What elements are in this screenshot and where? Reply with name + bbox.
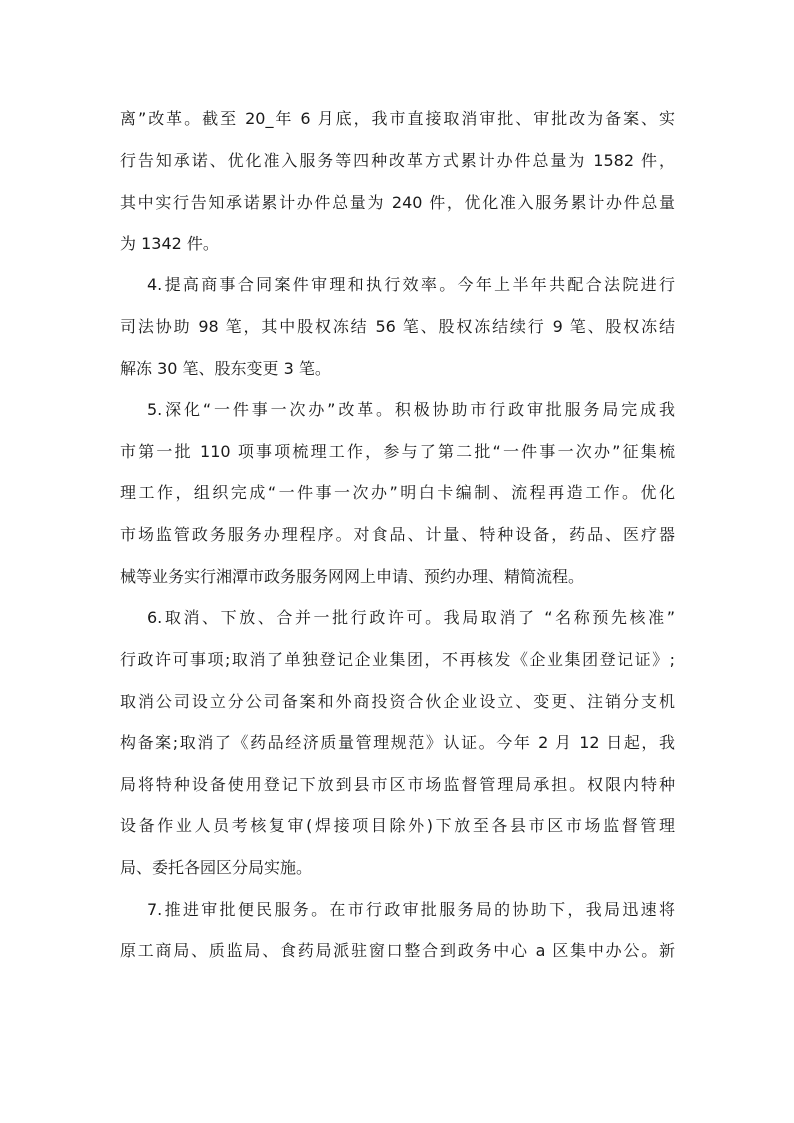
paragraph-start-line: 6.取消、下放、合并一批行政许可。我局取消了 “名称预先核准”: [147, 608, 675, 627]
text-line: 为 1342 件。: [120, 234, 219, 253]
text-line: 理工作，组织完成“一件事一次办”明白卡编制、流程再造工作。优化: [120, 483, 675, 502]
paragraph-start-line: 4.提高商事合同案件审理和执行效率。今年上半年共配合法院进行: [147, 275, 675, 294]
text-line: 设备作业人员考核复审(焊接项目除外)下放至各县市区市场监督管理: [120, 816, 675, 835]
text-line: 局将特种设备使用登记下放到县市区市场监督管理局承担。权限内特种: [120, 775, 675, 794]
paragraph-start-line: 7.推进审批便民服务。在市行政审批服务局的协助下，我局迅速将: [147, 900, 675, 919]
text-line: 市场监管政务服务办理程序。对食品、计量、特种设备，药品、医疗器: [120, 525, 675, 544]
text-line: 原工商局、质监局、食药局派驻窗口整合到政务中心 a 区集中办公。新: [120, 941, 675, 960]
text-line: 市第一批 110 项事项梳理工作，参与了第二批“一件事一次办”征集梳: [120, 442, 675, 461]
text-line: 械等业务实行湘潭市政务服务网网上申请、预约办理、精简流程。: [120, 567, 585, 586]
text-line: 其中实行告知承诺累计办件总量为 240 件，优化准入服务累计办件总量: [120, 193, 675, 212]
text-line: 行政许可事项;取消了单独登记企业集团，不再核发《企业集团登记证》;: [120, 650, 675, 669]
text-line: 行告知承诺、优化准入服务等四种改革方式累计办件总量为 1582 件，: [120, 151, 675, 170]
text-line: 解冻 30 笔、股东变更 3 笔。: [120, 359, 331, 378]
text-line: 取消公司设立分公司备案和外商投资合伙企业设立、变更、注销分支机: [120, 692, 675, 711]
paragraph-start-line: 5.深化“一件事一次办”改革。积极协助市行政审批服务局完成我: [147, 400, 675, 419]
text-line: 局、委托各园区分局实施。: [120, 858, 313, 877]
text-line: 离”改革。截至 20_年 6 月底，我市直接取消审批、审批改为备案、实: [120, 109, 675, 128]
text-line: 司法协助 98 笔，其中股权冻结 56 笔、股权冻结续行 9 笔、股权冻结: [120, 317, 675, 336]
text-line: 构备案;取消了《药品经济质量管理规范》认证。今年 2 月 12 日起，我: [120, 733, 675, 752]
